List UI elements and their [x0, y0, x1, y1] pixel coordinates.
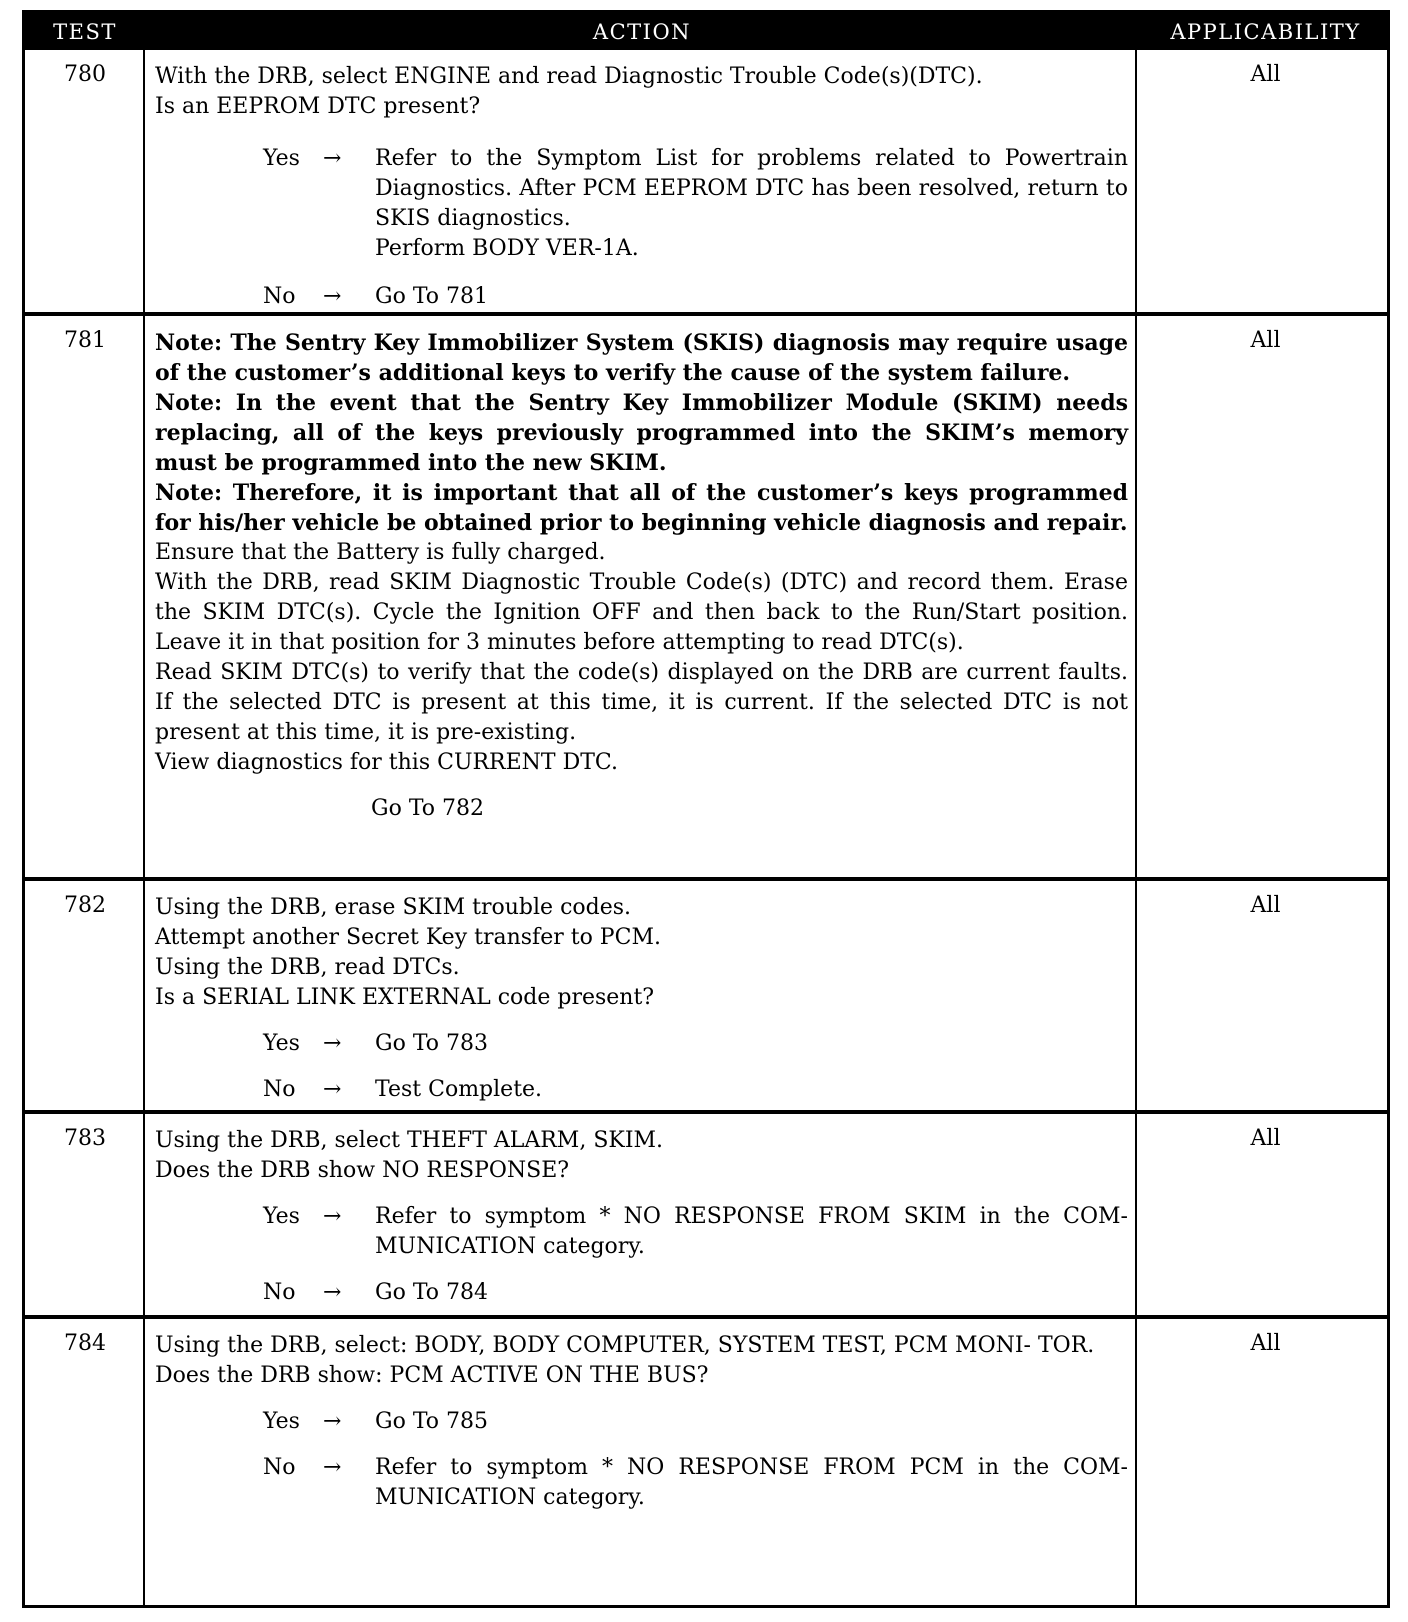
action-cell — [155, 1331, 1128, 1513]
table-row-783 — [25, 1110, 1387, 1315]
action-line: With the DRB, read SKIM Diagnostic Trouble Code(s) (DTC) and record them. Erase the SKIM DTC(s). Cycle the Ignition OFF and then back to the Run/Start position. Leave it in that position for 3 minutes before attempting to read DTC(s). — [155, 570, 1128, 655]
yes-text-line: Perform BODY VER-1A. — [375, 236, 639, 261]
table-row-782 — [25, 877, 1387, 1110]
yes-text: Go To 783 — [375, 1031, 489, 1056]
header-action: ACTION — [592, 20, 692, 44]
action-line: Does the DRB show NO RESPONSE? — [155, 1158, 570, 1183]
action-line: Using the DRB, read DTCs. — [155, 955, 460, 980]
no-branch — [155, 1075, 1128, 1105]
goto-text: Go To 782 — [371, 796, 485, 821]
no-text: Refer to symptom * NO RESPONSE FROM PCM in the COM- MUNICATION category. — [375, 1455, 1128, 1510]
test-number: 783 — [64, 1126, 106, 1151]
no-branch — [155, 1278, 1128, 1308]
table-row-781 — [25, 312, 1387, 877]
note-line: Note: The Sentry Key Immobilizer System (SKIS) diagnosis may require usage of the customer’s additional keys to verify the cause of the system failure. — [155, 330, 1128, 386]
no-label: No — [263, 1077, 296, 1102]
arrow-icon: → — [323, 284, 342, 309]
yes-text-line: Refer to the Symptom List for problems related to Powertrain Diagnostics. After PCM EEPROM DTC has been resolved, return to SKIS diagnostics. — [375, 146, 1128, 231]
test-number: 784 — [64, 1331, 106, 1356]
yes-text: Go To 785 — [375, 1409, 489, 1434]
action-line: View diagnostics for this CURRENT DTC. — [155, 750, 618, 775]
action-line: Is an EEPROM DTC present? — [155, 94, 481, 119]
applicability: All — [1250, 1126, 1281, 1151]
arrow-icon: → — [323, 1280, 342, 1305]
table-header — [25, 13, 1387, 50]
applicability: All — [1250, 62, 1281, 87]
test-number: 782 — [64, 893, 106, 918]
arrow-icon: → — [323, 1409, 342, 1434]
yes-label: Yes — [263, 146, 300, 171]
action-line: Read SKIM DTC(s) to verify that the code(s) displayed on the DRB are current faults. If the selected DTC is present at this time, it is current. If the selected DTC is not present at this time, it is pre-existing. — [155, 660, 1128, 745]
yes-branch — [155, 1029, 1128, 1059]
action-line: Using the DRB, select: BODY, BODY COMPUTER, SYSTEM TEST, PCM MONI- TOR. — [155, 1333, 1095, 1358]
no-text: Go To 781 — [375, 284, 489, 309]
action-cell — [155, 1126, 1128, 1308]
yes-branch — [155, 144, 1128, 264]
action-cell — [155, 62, 1128, 312]
action-cell — [155, 893, 1128, 1105]
arrow-icon: → — [323, 1031, 342, 1056]
action-line: Using the DRB, erase SKIM trouble codes. — [155, 895, 632, 920]
yes-label: Yes — [263, 1409, 300, 1434]
header-test: TEST — [53, 20, 117, 44]
action-line: Using the DRB, select THEFT ALARM, SKIM. — [155, 1128, 664, 1153]
action-line: Ensure that the Battery is fully charged. — [155, 540, 606, 565]
table-row-780 — [25, 50, 1387, 312]
yes-branch — [155, 1202, 1128, 1262]
yes-label: Yes — [263, 1204, 300, 1229]
arrow-icon: → — [323, 146, 342, 171]
action-line: Is a SERIAL LINK EXTERNAL code present? — [155, 985, 655, 1010]
action-line: With the DRB, select ENGINE and read Diagnostic Trouble Code(s)(DTC). — [155, 64, 983, 89]
note-line: Note: In the event that the Sentry Key Immobilizer Module (SKIM) needs replacing, all of the keys previously programmed into the SKIM’s memory must be programmed into the new SKIM. — [155, 390, 1128, 476]
yes-label: Yes — [263, 1031, 300, 1056]
action-line: Does the DRB show: PCM ACTIVE ON THE BUS? — [155, 1363, 709, 1388]
no-text: Go To 784 — [375, 1280, 489, 1305]
applicability: All — [1250, 1331, 1281, 1356]
yes-text — [375, 144, 1128, 264]
action-cell — [155, 328, 1128, 824]
no-label: No — [263, 1455, 296, 1480]
no-branch — [155, 1453, 1128, 1513]
action-line: Attempt another Secret Key transfer to PCM. — [155, 925, 661, 950]
table-row-784 — [25, 1315, 1387, 1605]
no-text: Test Complete. — [375, 1077, 543, 1102]
arrow-icon: → — [323, 1077, 342, 1102]
note-line: Note: Therefore, it is important that all of the customer’s keys programmed for his/her vehicle be obtained prior to beginning vehicle diagnosis and repair. — [155, 480, 1128, 536]
applicability: All — [1250, 328, 1281, 353]
diagnostic-table — [22, 10, 1390, 1608]
test-number: 781 — [64, 328, 106, 353]
arrow-icon: → — [323, 1455, 342, 1480]
yes-text: Refer to symptom * NO RESPONSE FROM SKIM in the COM- MUNICATION category. — [375, 1204, 1128, 1259]
test-number: 780 — [64, 62, 106, 87]
applicability: All — [1250, 893, 1281, 918]
no-branch — [155, 282, 1128, 312]
no-label: No — [263, 1280, 296, 1305]
no-label: No — [263, 284, 296, 309]
arrow-icon: → — [323, 1204, 342, 1229]
yes-branch — [155, 1407, 1128, 1437]
header-applicability: APPLICABILITY — [1170, 20, 1361, 44]
